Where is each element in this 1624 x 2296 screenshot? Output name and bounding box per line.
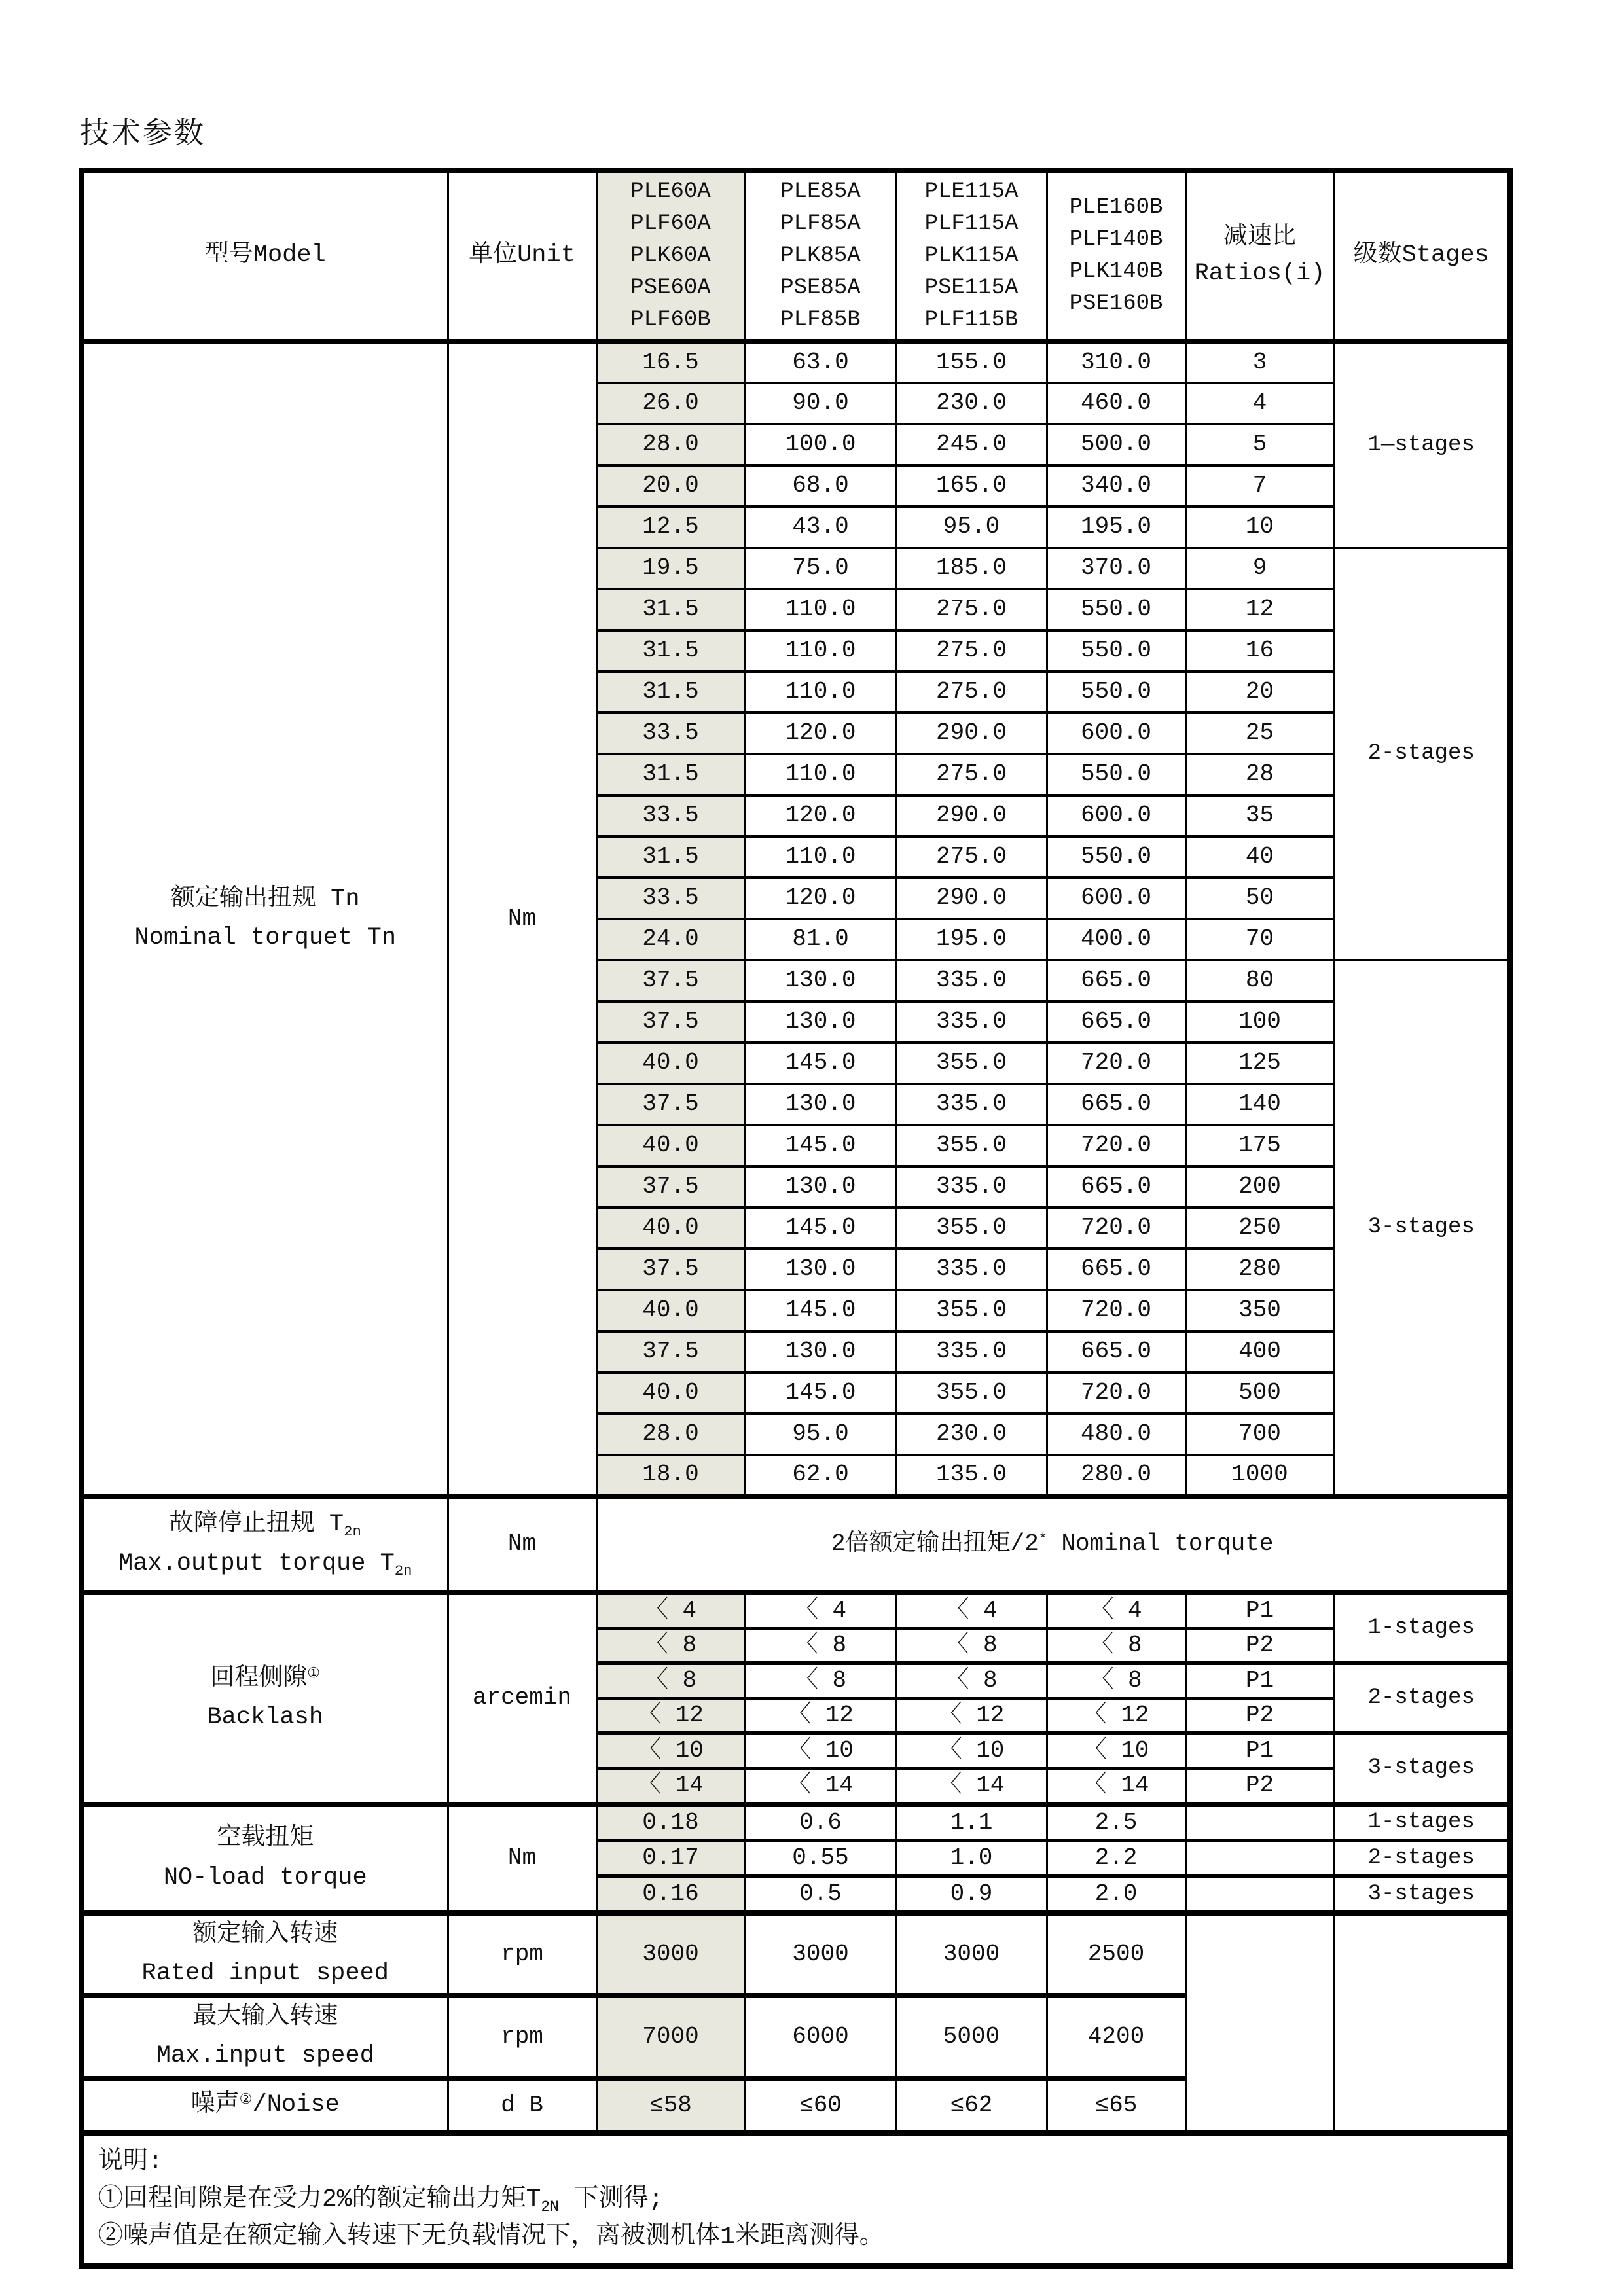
torque-value-cell: 340.0 — [1047, 465, 1185, 507]
backlash-value-cell: 〈 4 — [896, 1592, 1047, 1628]
ratio-value-cell: 1000 — [1185, 1455, 1334, 1496]
max-speed-value-cell: 6000 — [745, 1996, 896, 2078]
torque-value-cell: 12.5 — [596, 507, 745, 548]
precision-grade-cell: P1 — [1185, 1663, 1334, 1698]
ratio-value-cell: 80 — [1185, 960, 1334, 1001]
torque-value-cell: 720.0 — [1047, 1125, 1185, 1166]
torque-value-cell: 63.0 — [745, 342, 896, 383]
torque-value-cell: 720.0 — [1047, 1208, 1185, 1249]
noise-value-cell: ≤62 — [896, 2079, 1047, 2133]
torque-value-cell: 370.0 — [1047, 548, 1185, 589]
torque-value-cell: 275.0 — [896, 754, 1047, 795]
backlash-value-cell: 〈 4 — [745, 1592, 896, 1628]
page-title: 技术参数 — [80, 118, 206, 152]
torque-value-cell: 20.0 — [596, 465, 745, 507]
torque-value-cell: 95.0 — [745, 1414, 896, 1455]
noload-value-cell: 0.6 — [745, 1804, 896, 1841]
stages-header-cell: 级数Stages — [1334, 170, 1510, 342]
torque-value-cell: 130.0 — [745, 1084, 896, 1125]
torque-value-cell: 33.5 — [596, 795, 745, 836]
torque-value-cell: 290.0 — [896, 795, 1047, 836]
noload-value-cell: 0.17 — [596, 1840, 745, 1876]
stage-group-cell: 3-stages — [1334, 960, 1510, 1496]
torque-value-cell: 95.0 — [896, 507, 1047, 548]
torque-value-cell: 62.0 — [745, 1455, 896, 1496]
backlash-value-cell: 〈 10 — [596, 1733, 745, 1768]
backlash-value-cell: 〈 12 — [745, 1698, 896, 1734]
torque-value-cell: 335.0 — [896, 960, 1047, 1001]
torque-value-cell: 37.5 — [596, 1331, 745, 1372]
torque-value-cell: 145.0 — [745, 1372, 896, 1414]
precision-grade-cell: P1 — [1185, 1592, 1334, 1628]
ratio-value-cell: 500 — [1185, 1372, 1334, 1414]
torque-value-cell: 37.5 — [596, 1249, 745, 1290]
torque-value-cell: 665.0 — [1047, 1084, 1185, 1125]
torque-value-cell: 37.5 — [596, 1166, 745, 1208]
torque-value-cell: 24.0 — [596, 919, 745, 960]
torque-value-cell: 665.0 — [1047, 1166, 1185, 1208]
torque-value-cell: 81.0 — [745, 919, 896, 960]
backlash-value-cell: 〈 12 — [1047, 1698, 1185, 1734]
torque-value-cell: 145.0 — [745, 1043, 896, 1084]
torque-value-cell: 26.0 — [596, 383, 745, 424]
torque-value-cell: 355.0 — [896, 1043, 1047, 1084]
torque-value-cell: 37.5 — [596, 1001, 745, 1043]
torque-value-cell: 130.0 — [745, 1331, 896, 1372]
torque-value-cell: 110.0 — [745, 630, 896, 672]
torque-value-cell: 600.0 — [1047, 713, 1185, 754]
torque-value-cell: 31.5 — [596, 754, 745, 795]
ratio-value-cell: 12 — [1185, 589, 1334, 630]
torque-value-cell: 335.0 — [896, 1001, 1047, 1043]
backlash-value-cell: 〈 12 — [596, 1698, 745, 1734]
ratio-empty-cell — [1185, 1804, 1334, 1841]
torque-value-cell: 165.0 — [896, 465, 1047, 507]
torque-value-cell: 230.0 — [896, 1414, 1047, 1455]
torque-value-cell: 550.0 — [1047, 754, 1185, 795]
torque-value-cell: 19.5 — [596, 548, 745, 589]
ratio-value-cell: 70 — [1185, 919, 1334, 960]
torque-value-cell: 230.0 — [896, 383, 1047, 424]
stage-group-cell: 1-stages — [1334, 1592, 1510, 1663]
ratio-value-cell: 35 — [1185, 795, 1334, 836]
torque-value-cell: 335.0 — [896, 1249, 1047, 1290]
stage-group-cell: 3-stages — [1334, 1733, 1510, 1804]
ratio-value-cell: 140 — [1185, 1084, 1334, 1125]
torque-value-cell: 275.0 — [896, 630, 1047, 672]
noise-value-cell: ≤58 — [596, 2079, 745, 2133]
torque-value-cell: 155.0 — [896, 342, 1047, 383]
torque-value-cell: 145.0 — [745, 1290, 896, 1331]
torque-value-cell: 28.0 — [596, 1414, 745, 1455]
noload-value-cell: 0.55 — [745, 1840, 896, 1876]
torque-value-cell: 75.0 — [745, 548, 896, 589]
torque-value-cell: 120.0 — [745, 713, 896, 754]
stage-cell: 1-stages — [1334, 1804, 1510, 1841]
ratio-value-cell: 20 — [1185, 672, 1334, 713]
torque-value-cell: 130.0 — [745, 960, 896, 1001]
ratio-value-cell: 200 — [1185, 1166, 1334, 1208]
noload-value-cell: 0.5 — [745, 1876, 896, 1913]
torque-value-cell: 550.0 — [1047, 672, 1185, 713]
noload-value-cell: 1.0 — [896, 1840, 1047, 1876]
torque-value-cell: 665.0 — [1047, 1331, 1185, 1372]
torque-value-cell: 480.0 — [1047, 1414, 1185, 1455]
noload-value-cell: 2.5 — [1047, 1804, 1185, 1841]
max-torque-value-cell: 2倍额定输出扭矩/2* Nominal torqute — [596, 1496, 1510, 1592]
noise-label-cell: 噪声②/Noise — [81, 2079, 448, 2133]
torque-value-cell: 280.0 — [1047, 1455, 1185, 1496]
ratio-value-cell: 3 — [1185, 342, 1334, 383]
torque-value-cell: 37.5 — [596, 1084, 745, 1125]
ratio-value-cell: 4 — [1185, 383, 1334, 424]
model-group-cell: PLE85A PLF85A PLK85A PSE85A PLF85B — [745, 170, 896, 342]
torque-value-cell: 100.0 — [745, 424, 896, 465]
torque-value-cell: 500.0 — [1047, 424, 1185, 465]
torque-value-cell: 550.0 — [1047, 630, 1185, 672]
torque-value-cell: 355.0 — [896, 1372, 1047, 1414]
ratio-empty-cell — [1185, 1913, 1334, 2133]
torque-value-cell: 460.0 — [1047, 383, 1185, 424]
torque-value-cell: 110.0 — [745, 672, 896, 713]
stage-empty-cell — [1334, 1913, 1510, 2133]
torque-value-cell: 33.5 — [596, 713, 745, 754]
backlash-value-cell: 〈 10 — [745, 1733, 896, 1768]
torque-value-cell: 145.0 — [745, 1208, 896, 1249]
torque-value-cell: 400.0 — [1047, 919, 1185, 960]
ratio-value-cell: 10 — [1185, 507, 1334, 548]
torque-value-cell: 110.0 — [745, 754, 896, 795]
backlash-value-cell: 〈 8 — [745, 1628, 896, 1664]
torque-value-cell: 40.0 — [596, 1372, 745, 1414]
torque-value-cell: 31.5 — [596, 630, 745, 672]
ratio-value-cell: 9 — [1185, 548, 1334, 589]
stage-group-cell: 1—stages — [1334, 342, 1510, 548]
torque-value-cell: 40.0 — [596, 1125, 745, 1166]
backlash-value-cell: 〈 10 — [1047, 1733, 1185, 1768]
ratio-header-cell: 减速比 Ratios(i) — [1185, 170, 1334, 342]
rated-speed-value-cell: 3000 — [745, 1913, 896, 1996]
max-torque-label-cell: 故障停止扭规 $T_{2n}$ Max.output torque $T_{2n}$ — [81, 1496, 448, 1592]
torque-value-cell: 310.0 — [1047, 342, 1185, 383]
torque-value-cell: 68.0 — [745, 465, 896, 507]
precision-grade-cell: P2 — [1185, 1628, 1334, 1664]
spec-table — [79, 168, 1513, 2269]
torque-value-cell: 37.5 — [596, 960, 745, 1001]
backlash-value-cell: 〈 4 — [1047, 1592, 1185, 1628]
notes-block: 说明: ①回程间隙是在受力2%的额定输出力矩$T_{2N}$ 下测得; ②噪声值是在额定输入转速下无负载情况下，离被测机体1米距离测得。 — [81, 2133, 1510, 2266]
ratio-value-cell: 100 — [1185, 1001, 1334, 1043]
unit-header-cell: 单位Unit — [448, 170, 596, 342]
ratio-value-cell: 5 — [1185, 424, 1334, 465]
backlash-value-cell: 〈 8 — [1047, 1628, 1185, 1664]
model-group-cell: PLE115A PLF115A PLK115A PSE115A PLF115B — [896, 170, 1047, 342]
backlash-value-cell: 〈 8 — [596, 1628, 745, 1664]
torque-value-cell: 120.0 — [745, 878, 896, 919]
max-speed-value-cell: 4200 — [1047, 1996, 1185, 2078]
ratio-value-cell: 7 — [1185, 465, 1334, 507]
backlash-value-cell: 〈 14 — [745, 1768, 896, 1804]
torque-value-cell: 130.0 — [745, 1166, 896, 1208]
torque-value-cell: 31.5 — [596, 836, 745, 878]
ratio-value-cell: 40 — [1185, 836, 1334, 878]
torque-value-cell: 665.0 — [1047, 1001, 1185, 1043]
backlash-value-cell: 〈 10 — [896, 1733, 1047, 1768]
torque-value-cell: 275.0 — [896, 672, 1047, 713]
torque-value-cell: 195.0 — [1047, 507, 1185, 548]
noise-unit-cell: d B — [448, 2079, 596, 2133]
stage-group-cell: 2-stages — [1334, 1663, 1510, 1733]
torque-value-cell: 110.0 — [745, 836, 896, 878]
torque-value-cell: 195.0 — [896, 919, 1047, 960]
torque-value-cell: 335.0 — [896, 1331, 1047, 1372]
ratio-empty-cell — [1185, 1876, 1334, 1913]
noload-value-cell: 2.2 — [1047, 1840, 1185, 1876]
backlash-unit-cell: arcemin — [448, 1592, 596, 1804]
stage-group-cell: 2-stages — [1334, 548, 1510, 960]
ratio-value-cell: 280 — [1185, 1249, 1334, 1290]
torque-value-cell: 33.5 — [596, 878, 745, 919]
torque-label-cell: 额定输出扭规 Tn Nominal torquet Tn — [81, 342, 448, 1496]
noise-value-cell: ≤60 — [745, 2079, 896, 2133]
model-header-cell: 型号Model — [81, 170, 448, 342]
noload-value-cell: 0.9 — [896, 1876, 1047, 1913]
torque-value-cell: 335.0 — [896, 1166, 1047, 1208]
ratio-value-cell: 350 — [1185, 1290, 1334, 1331]
torque-value-cell: 335.0 — [896, 1084, 1047, 1125]
rated-speed-unit-cell: rpm — [448, 1913, 596, 1996]
torque-value-cell: 110.0 — [745, 589, 896, 630]
noise-value-cell: ≤65 — [1047, 2079, 1185, 2133]
torque-value-cell: 290.0 — [896, 878, 1047, 919]
backlash-value-cell: 〈 8 — [596, 1663, 745, 1698]
torque-value-cell: 135.0 — [896, 1455, 1047, 1496]
torque-value-cell: 90.0 — [745, 383, 896, 424]
backlash-value-cell: 〈 4 — [596, 1592, 745, 1628]
stage-cell: 2-stages — [1334, 1840, 1510, 1876]
torque-value-cell: 40.0 — [596, 1043, 745, 1084]
torque-value-cell: 130.0 — [745, 1249, 896, 1290]
stage-cell: 3-stages — [1334, 1876, 1510, 1913]
max-torque-unit-cell: Nm — [448, 1496, 596, 1592]
backlash-value-cell: 〈 14 — [596, 1768, 745, 1804]
torque-value-cell: 40.0 — [596, 1208, 745, 1249]
ratio-value-cell: 250 — [1185, 1208, 1334, 1249]
ratio-value-cell: 700 — [1185, 1414, 1334, 1455]
torque-value-cell: 355.0 — [896, 1125, 1047, 1166]
ratio-value-cell: 175 — [1185, 1125, 1334, 1166]
torque-value-cell: 43.0 — [745, 507, 896, 548]
noload-unit-cell: Nm — [448, 1804, 596, 1913]
model-group-cell: PLE160B PLF140B PLK140B PSE160B — [1047, 170, 1185, 342]
ratio-value-cell: 25 — [1185, 713, 1334, 754]
backlash-value-cell: 〈 8 — [745, 1663, 896, 1698]
rated-speed-value-cell: 3000 — [896, 1913, 1047, 1996]
ratio-value-cell: 16 — [1185, 630, 1334, 672]
backlash-value-cell: 〈 14 — [1047, 1768, 1185, 1804]
ratio-value-cell: 28 — [1185, 754, 1334, 795]
torque-value-cell: 145.0 — [745, 1125, 896, 1166]
torque-value-cell: 600.0 — [1047, 795, 1185, 836]
ratio-value-cell: 50 — [1185, 878, 1334, 919]
torque-value-cell: 720.0 — [1047, 1043, 1185, 1084]
model-group-cell: PLE60A PLF60A PLK60A PSE60A PLF60B — [596, 170, 745, 342]
torque-value-cell: 665.0 — [1047, 960, 1185, 1001]
rated-speed-value-cell: 2500 — [1047, 1913, 1185, 1996]
backlash-value-cell: 〈 12 — [896, 1698, 1047, 1734]
noload-value-cell: 0.18 — [596, 1804, 745, 1841]
rated-speed-label-cell: 额定输入转速 Rated input speed — [81, 1913, 448, 1996]
torque-value-cell: 720.0 — [1047, 1290, 1185, 1331]
backlash-label-cell: 回程侧隙① Backlash — [81, 1592, 448, 1804]
noload-value-cell: 0.16 — [596, 1876, 745, 1913]
torque-value-cell: 245.0 — [896, 424, 1047, 465]
torque-value-cell: 16.5 — [596, 342, 745, 383]
ratio-value-cell: 400 — [1185, 1331, 1334, 1372]
precision-grade-cell: P2 — [1185, 1698, 1334, 1734]
torque-value-cell: 130.0 — [745, 1001, 896, 1043]
torque-value-cell: 185.0 — [896, 548, 1047, 589]
torque-value-cell: 18.0 — [596, 1455, 745, 1496]
torque-value-cell: 31.5 — [596, 672, 745, 713]
torque-value-cell: 355.0 — [896, 1208, 1047, 1249]
max-speed-label-cell: 最大输入转速 Max.input speed — [81, 1996, 448, 2078]
backlash-value-cell: 〈 8 — [1047, 1663, 1185, 1698]
backlash-value-cell: 〈 14 — [896, 1768, 1047, 1804]
backlash-value-cell: 〈 8 — [896, 1628, 1047, 1664]
torque-unit-cell: Nm — [448, 342, 596, 1496]
torque-value-cell: 600.0 — [1047, 878, 1185, 919]
torque-value-cell: 31.5 — [596, 589, 745, 630]
max-speed-value-cell: 5000 — [896, 1996, 1047, 2078]
torque-value-cell: 40.0 — [596, 1290, 745, 1331]
torque-value-cell: 290.0 — [896, 713, 1047, 754]
noload-value-cell: 1.1 — [896, 1804, 1047, 1841]
max-speed-unit-cell: rpm — [448, 1996, 596, 2078]
backlash-value-cell: 〈 8 — [896, 1663, 1047, 1698]
max-speed-value-cell: 7000 — [596, 1996, 745, 2078]
torque-value-cell: 665.0 — [1047, 1249, 1185, 1290]
spec-table-container — [79, 168, 1507, 2269]
precision-grade-cell: P1 — [1185, 1733, 1334, 1768]
torque-value-cell: 275.0 — [896, 836, 1047, 878]
torque-value-cell: 120.0 — [745, 795, 896, 836]
torque-value-cell: 28.0 — [596, 424, 745, 465]
precision-grade-cell: P2 — [1185, 1768, 1334, 1804]
ratio-empty-cell — [1185, 1840, 1334, 1876]
rated-speed-value-cell: 3000 — [596, 1913, 745, 1996]
torque-value-cell: 275.0 — [896, 589, 1047, 630]
ratio-value-cell: 125 — [1185, 1043, 1334, 1084]
noload-label-cell: 空载扭矩 NO-load torque — [81, 1804, 448, 1913]
torque-value-cell: 720.0 — [1047, 1372, 1185, 1414]
torque-value-cell: 550.0 — [1047, 836, 1185, 878]
torque-value-cell: 550.0 — [1047, 589, 1185, 630]
torque-value-cell: 355.0 — [896, 1290, 1047, 1331]
noload-value-cell: 2.0 — [1047, 1876, 1185, 1913]
